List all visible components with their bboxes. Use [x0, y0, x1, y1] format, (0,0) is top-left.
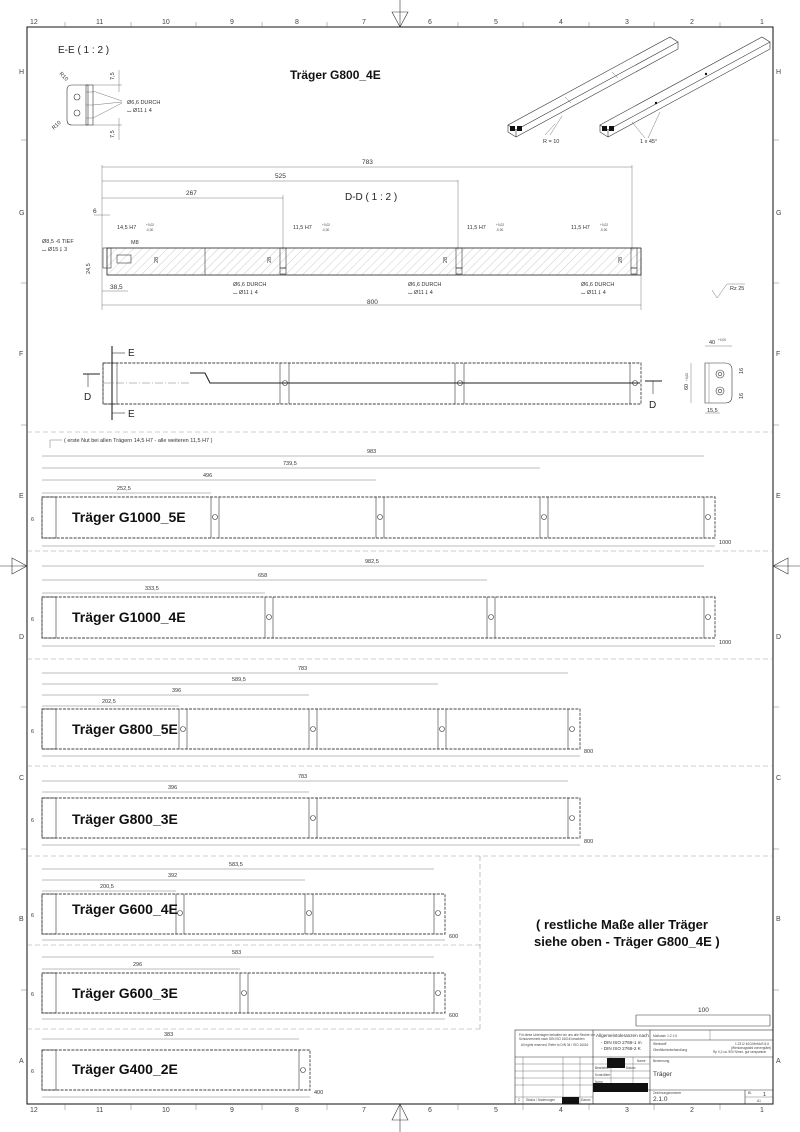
svg-text:7,5: 7,5 — [110, 130, 116, 138]
svg-text:6: 6 — [31, 913, 35, 919]
svg-text:658: 658 — [258, 573, 268, 579]
svg-text:Datum: Datum — [581, 1098, 591, 1102]
svg-text:B: B — [19, 916, 24, 923]
svg-text:+0,02: +0,02 — [600, 223, 609, 227]
svg-text:1000: 1000 — [719, 540, 732, 546]
svg-text:600: 600 — [449, 1013, 459, 1019]
svg-text:1: 1 — [760, 19, 764, 26]
svg-text:E-E ( 1 : 2 ): E-E ( 1 : 2 ) — [58, 45, 110, 56]
svg-text:6: 6 — [93, 208, 97, 215]
svg-text:-0,00: -0,00 — [600, 228, 608, 232]
svg-text:Schutzvermerk nach DIN ISO 160: Schutzvermerk nach DIN ISO 16016 beachten — [519, 1037, 585, 1041]
title-block — [515, 1030, 773, 1104]
svg-text:16: 16 — [739, 367, 745, 374]
section-dd — [42, 159, 745, 310]
beam-g1000-5e — [31, 449, 731, 546]
svg-text:Rp 0,2 ca. 900 N/mm, gut versp: Rp 0,2 ca. 900 N/mm, gut verspanbar — [713, 1050, 767, 1054]
svg-text:R = 10: R = 10 — [543, 139, 560, 145]
svg-text:600: 600 — [449, 934, 459, 940]
svg-text:12: 12 — [30, 1107, 38, 1114]
svg-text:4: 4 — [559, 1107, 563, 1114]
svg-text:6: 6 — [31, 729, 35, 735]
svg-text:+0,00: +0,00 — [685, 372, 689, 381]
svg-text:3: 3 — [625, 19, 629, 26]
svg-text:A: A — [776, 1058, 781, 1065]
svg-text:202,5: 202,5 — [102, 699, 116, 705]
svg-text:siehe oben - Träger G800_4E ): siehe oben - Träger G800_4E ) — [534, 934, 720, 949]
isometric-views — [508, 37, 770, 145]
svg-text:All rights reserved. Refer to: All rights reserved. Refer to DIN 34 / ISO 16016 — [521, 1043, 589, 1047]
svg-text:9: 9 — [230, 1107, 234, 1114]
svg-text:16: 16 — [739, 392, 745, 399]
svg-text:+0,02: +0,02 — [496, 223, 505, 227]
svg-text:1: 1 — [763, 1092, 767, 1098]
svg-text:267: 267 — [186, 190, 197, 197]
svg-text:10: 10 — [162, 1107, 170, 1114]
remark-note — [534, 917, 720, 949]
svg-text:R10: R10 — [51, 120, 63, 132]
svg-text:28: 28 — [267, 256, 273, 263]
main-title: Träger G800_4E — [290, 68, 381, 82]
svg-text:Ø8,5 -6 TIEF: Ø8,5 -6 TIEF — [42, 239, 74, 245]
svg-text:Ø6,6 DURCH: Ø6,6 DURCH — [233, 282, 267, 288]
svg-text:60: 60 — [684, 383, 690, 390]
svg-text:2: 2 — [690, 19, 694, 26]
svg-text:- DIN ISO 2768-1 m: - DIN ISO 2768-1 m — [601, 1040, 642, 1045]
section-ee — [51, 45, 160, 140]
svg-text:R10: R10 — [57, 71, 69, 83]
svg-text:7: 7 — [362, 1107, 366, 1114]
beam-g600-3e — [31, 950, 458, 1019]
svg-text:1.2312 40CrMnMoS 8-6: 1.2312 40CrMnMoS 8-6 — [735, 1042, 770, 1046]
svg-text:296: 296 — [133, 962, 143, 968]
svg-text:Bl.: Bl. — [748, 1091, 752, 1095]
svg-text:⌴ Ø11 ↧ 4: ⌴ Ø11 ↧ 4 — [581, 290, 606, 296]
svg-text:400: 400 — [314, 1090, 324, 1096]
svg-text:E: E — [128, 409, 135, 420]
slot-note: ( erste Nut bei allen Trägern 14,5 H7 - alle weiteren 11,5 H7 ) — [64, 438, 213, 444]
beam-title: Träger G800_5E — [72, 721, 178, 737]
svg-text:Maßstab: 1:2 1:5: Maßstab: 1:2 1:5 — [653, 1034, 677, 1038]
svg-text:D-D ( 1 : 2 ): D-D ( 1 : 2 ) — [345, 192, 398, 203]
svg-text:14,5 H7: 14,5 H7 — [117, 225, 137, 231]
beam-title: Träger G600_3E — [72, 985, 178, 1001]
svg-text:Zeichnungsnummer: Zeichnungsnummer — [653, 1091, 682, 1095]
svg-text:1: 1 — [760, 1107, 764, 1114]
svg-text:252,5: 252,5 — [117, 486, 131, 492]
svg-text:392: 392 — [168, 873, 178, 879]
svg-text:Benennung: Benennung — [653, 1059, 670, 1063]
svg-text:Rz 25: Rz 25 — [730, 286, 745, 292]
svg-text:583,5: 583,5 — [229, 862, 243, 868]
svg-text:Allgemeintoleranzen nach: Allgemeintoleranzen nach — [596, 1033, 649, 1038]
beam-title: Träger G1000_5E — [72, 509, 186, 525]
svg-text:H: H — [776, 69, 782, 76]
svg-text:-0,00: -0,00 — [146, 228, 154, 232]
svg-text:C: C — [19, 775, 25, 782]
svg-text:8: 8 — [295, 19, 299, 26]
svg-text:739,5: 739,5 — [283, 461, 297, 467]
svg-text:800: 800 — [367, 299, 378, 306]
svg-text:5: 5 — [494, 1107, 498, 1114]
beam-g400-2e — [31, 1032, 323, 1097]
svg-text:40: 40 — [709, 340, 716, 346]
svg-text:38,5: 38,5 — [110, 284, 123, 291]
svg-text:-0,00: -0,00 — [496, 228, 504, 232]
svg-text:D: D — [84, 392, 92, 403]
svg-text:E: E — [128, 348, 135, 359]
svg-text:D: D — [19, 634, 25, 641]
svg-text:Norm: Norm — [595, 1080, 603, 1084]
svg-text:Ø6,6 DURCH: Ø6,6 DURCH — [408, 282, 442, 288]
svg-text:C: C — [776, 775, 782, 782]
svg-text:783: 783 — [298, 666, 308, 672]
svg-text:24,5: 24,5 — [86, 263, 92, 274]
svg-text:11,5 H7: 11,5 H7 — [293, 225, 312, 231]
svg-text:⌴ Ø11 ↧ 4: ⌴ Ø11 ↧ 4 — [127, 108, 152, 114]
svg-text:8: 8 — [295, 1107, 299, 1114]
beam-title: Träger G600_4E — [72, 901, 178, 917]
svg-text:583: 583 — [232, 950, 242, 956]
svg-text:5: 5 — [494, 19, 498, 26]
svg-text:( restliche Maße aller Träger: ( restliche Maße aller Träger — [536, 917, 708, 932]
svg-text:7: 7 — [362, 19, 366, 26]
svg-text:-0,00: -0,00 — [322, 228, 330, 232]
svg-text:1 x 45°: 1 x 45° — [640, 139, 658, 145]
svg-text:28: 28 — [618, 256, 624, 263]
svg-text:383: 383 — [164, 1032, 174, 1038]
svg-text:C: C — [518, 1098, 521, 1102]
svg-text:A1: A1 — [757, 1099, 761, 1103]
svg-text:G: G — [19, 210, 25, 217]
svg-text:⌴ Ø15 ↧ 3: ⌴ Ø15 ↧ 3 — [42, 247, 68, 253]
svg-text:496: 496 — [203, 473, 213, 479]
svg-text:+0,00: +0,00 — [718, 338, 727, 342]
svg-text:6: 6 — [31, 818, 35, 824]
svg-text:28: 28 — [443, 256, 449, 263]
svg-text:3: 3 — [625, 1107, 629, 1114]
svg-text:100: 100 — [698, 1007, 709, 1014]
svg-text:B: B — [776, 916, 781, 923]
svg-text:D: D — [649, 400, 657, 411]
svg-text:11: 11 — [96, 1107, 104, 1114]
svg-text:396: 396 — [168, 785, 178, 791]
svg-text:333,5: 333,5 — [145, 586, 159, 592]
svg-text:525: 525 — [275, 173, 286, 180]
svg-text:396: 396 — [172, 688, 182, 694]
svg-text:Ø6,6 DURCH: Ø6,6 DURCH — [127, 100, 161, 106]
svg-text:Status / Änderungen: Status / Änderungen — [526, 1098, 556, 1102]
svg-text:6: 6 — [31, 992, 35, 998]
svg-text:10: 10 — [162, 19, 170, 26]
svg-text:800: 800 — [584, 839, 594, 845]
svg-text:800: 800 — [584, 749, 594, 755]
svg-text:Kontrolliert: Kontrolliert — [595, 1073, 611, 1077]
svg-text:4: 4 — [559, 19, 563, 26]
beam-g800-5e — [31, 666, 593, 756]
svg-text:H: H — [19, 69, 25, 76]
beam-title: Träger G800_3E — [72, 811, 178, 827]
svg-text:D: D — [776, 634, 782, 641]
svg-text:Werkstoff: Werkstoff — [653, 1042, 667, 1046]
beam-g800-3e — [31, 774, 593, 845]
svg-text:E: E — [776, 493, 781, 500]
end-view — [684, 338, 745, 414]
svg-text:Bearbeitet: Bearbeitet — [595, 1066, 610, 1070]
svg-text:783: 783 — [298, 774, 308, 780]
beam-g1000-4e — [31, 559, 731, 646]
beam-title: Träger G1000_4E — [72, 609, 186, 625]
svg-text:6: 6 — [428, 1107, 432, 1114]
svg-text:783: 783 — [362, 159, 373, 166]
svg-text:F: F — [19, 351, 24, 358]
svg-text:983: 983 — [367, 449, 377, 455]
beam-g600-4e — [31, 862, 458, 940]
svg-text:12: 12 — [30, 19, 38, 26]
svg-text:1000: 1000 — [719, 640, 732, 646]
svg-text:589,5: 589,5 — [232, 677, 246, 683]
top-view — [83, 346, 662, 420]
designation-value: Träger — [653, 1071, 672, 1078]
svg-text:⌴ Ø11 ↧ 4: ⌴ Ø11 ↧ 4 — [408, 290, 433, 296]
svg-text:(Werkzeugstahl vorvergütet): (Werkzeugstahl vorvergütet) — [731, 1046, 771, 1050]
svg-text:M8: M8 — [131, 240, 139, 246]
beam-title: Träger G400_2E — [72, 1061, 178, 1077]
svg-text:982,5: 982,5 — [365, 559, 379, 565]
svg-text:6: 6 — [428, 19, 432, 26]
frame-column-labels — [30, 19, 767, 1114]
svg-text:Ø6,6 DURCH: Ø6,6 DURCH — [581, 282, 615, 288]
svg-text:11,5 H7: 11,5 H7 — [571, 225, 590, 231]
svg-text:6: 6 — [31, 1069, 35, 1075]
svg-text:G: G — [776, 210, 782, 217]
scale-bar — [636, 1007, 770, 1026]
svg-text:2: 2 — [690, 1107, 694, 1114]
svg-text:Datum: Datum — [626, 1066, 636, 1070]
svg-text:9: 9 — [230, 19, 234, 26]
svg-text:7,5: 7,5 — [110, 72, 116, 80]
svg-text:6: 6 — [31, 517, 35, 523]
svg-text:Oberflächenbehandlung: Oberflächenbehandlung — [653, 1048, 688, 1052]
svg-text:28: 28 — [154, 256, 160, 263]
svg-text:- DIN ISO 2768-2 K: - DIN ISO 2768-2 K — [601, 1046, 641, 1051]
svg-text:F: F — [776, 351, 781, 358]
svg-text:200,5: 200,5 — [100, 884, 114, 890]
svg-text:11: 11 — [96, 19, 104, 26]
svg-text:E: E — [19, 493, 24, 500]
svg-text:Für diese Unterlagen behalten: Für diese Unterlagen behalten wir uns alle Rechte vor. — [519, 1033, 596, 1037]
svg-text:+0,02: +0,02 — [146, 223, 155, 227]
svg-text:⌴ Ø11 ↧ 4: ⌴ Ø11 ↧ 4 — [233, 290, 258, 296]
svg-text:15,5: 15,5 — [707, 408, 718, 414]
drawing-number: 2.1.0 — [653, 1096, 668, 1103]
svg-text:+0,02: +0,02 — [322, 223, 331, 227]
svg-text:11,5 H7: 11,5 H7 — [467, 225, 486, 231]
svg-text:Name: Name — [637, 1059, 646, 1063]
svg-text:6: 6 — [31, 617, 35, 623]
svg-text:A: A — [19, 1058, 24, 1065]
